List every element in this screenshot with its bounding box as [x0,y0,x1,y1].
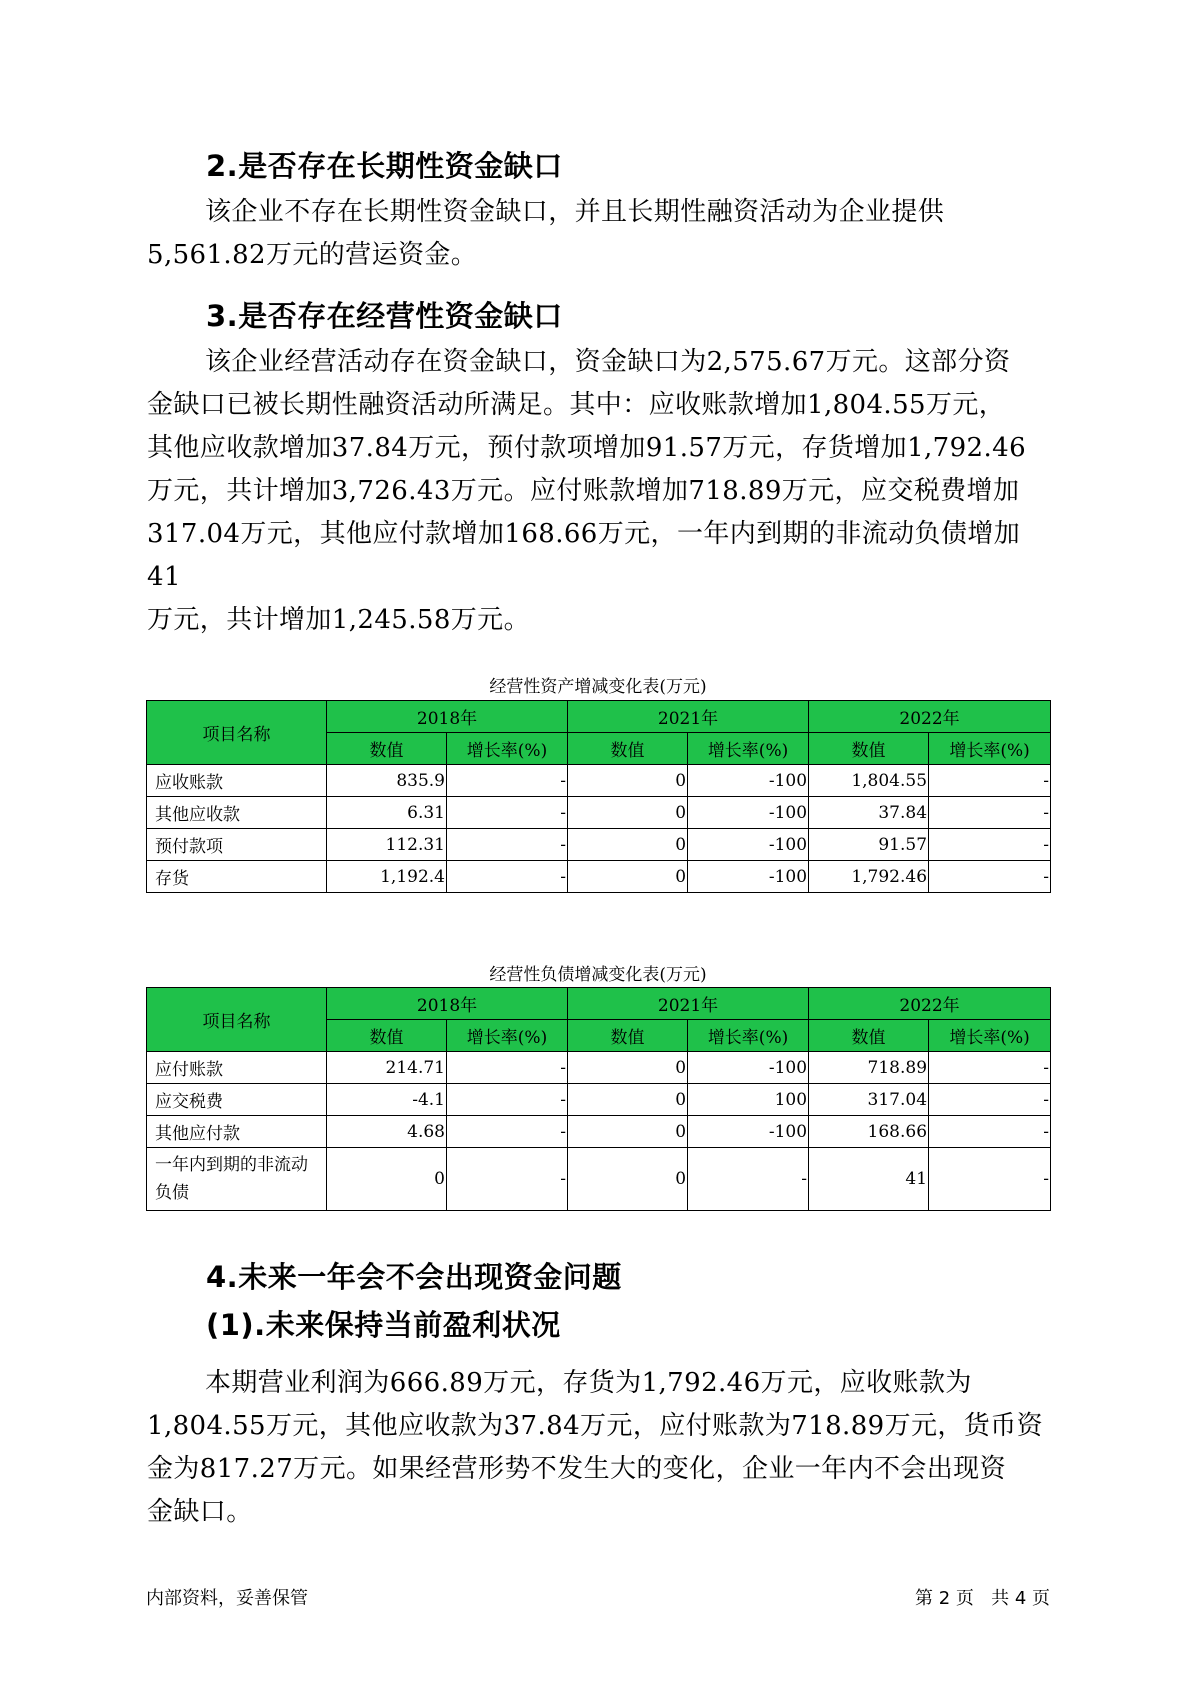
row-name: 存货 [147,861,327,893]
cell: 168.66 [809,1116,929,1148]
cell: 835.9 [327,765,447,797]
section-4-1-heading: (1).未来保持当前盈利状况 [206,1308,561,1342]
cell: 0 [568,861,688,893]
header-growth: 增长率(%) [929,733,1051,765]
para-line: 该企业不存在长期性资金缺口，并且长期性融资活动为企业提供 [205,197,945,227]
cell: 718.89 [809,1052,929,1084]
section-4-1-paragraph [147,1362,1047,1534]
header-year: 2018年 [327,988,568,1020]
cell: 91.57 [809,829,929,861]
cell: - [447,1084,568,1116]
header-value: 数值 [568,1020,688,1052]
cell: 1,192.4 [327,861,447,893]
assets-table [146,700,1051,893]
cell: 6.31 [327,797,447,829]
cell: - [929,829,1051,861]
cell: 0 [568,1052,688,1084]
cell: 100 [688,1084,809,1116]
header-growth: 增长率(%) [688,733,809,765]
header-year: 2021年 [568,701,809,733]
cell: -100 [688,829,809,861]
cell: - [688,1148,809,1211]
para-line: 317.04万元，其他应付款增加168.66万元，一年内到期的非流动负债增加41 [147,519,1021,592]
para-line: 1,804.55万元，其他应收款为37.84万元，应付账款为718.89万元，货币资 [147,1411,1043,1441]
cell: 0 [568,797,688,829]
cell: -100 [688,765,809,797]
header-year: 2022年 [809,988,1051,1020]
para-line: 金缺口已被长期性融资活动所满足。其中：应收账款增加1,804.55万元， [147,390,1006,420]
cell: 1,804.55 [809,765,929,797]
header-value: 数值 [568,733,688,765]
para-line: 金为817.27万元。如果经营形势不发生大的变化，企业一年内不会出现资 [147,1454,1006,1484]
cell: 0 [568,1116,688,1148]
table-row [147,861,1051,893]
cell: 1,792.46 [809,861,929,893]
para-line: 万元，共计增加1,245.58万元。 [147,605,530,635]
cell: - [929,1148,1051,1211]
cell: 317.04 [809,1084,929,1116]
cell: -4.1 [327,1084,447,1116]
header-growth: 增长率(%) [688,1020,809,1052]
header-growth: 增长率(%) [447,1020,568,1052]
table-row [147,765,1051,797]
header-year: 2018年 [327,701,568,733]
para-line: 5,561.82万元的营运资金。 [147,240,478,270]
table-row [147,1084,1051,1116]
header-item-name: 项目名称 [147,988,327,1052]
footer-confidential-note: 内部资料，妥善保管 [146,1588,308,1609]
cell: 0 [568,829,688,861]
cell: 37.84 [809,797,929,829]
header-year: 2022年 [809,701,1051,733]
section-3-paragraph [147,341,1047,642]
cell: 0 [568,1148,688,1211]
cell: - [929,1116,1051,1148]
cell: 4.68 [327,1116,447,1148]
cell: 0 [568,1084,688,1116]
cell: -100 [688,1052,809,1084]
section-3-heading: 3.是否存在经营性资金缺口 [206,299,563,333]
cell: - [447,765,568,797]
cell: 0 [327,1148,447,1211]
header-value: 数值 [327,1020,447,1052]
row-name: 一年内到期的非流动负债 [147,1148,327,1211]
cell: - [447,1052,568,1084]
liabilities-table-caption: 经营性负债增减变化表(万元) [489,965,707,985]
row-name: 应付账款 [147,1052,327,1084]
table-row [147,1148,1051,1211]
row-name: 应收账款 [147,765,327,797]
section-2-heading: 2.是否存在长期性资金缺口 [206,149,563,183]
header-value: 数值 [327,733,447,765]
header-item-name: 项目名称 [147,701,327,765]
cell: - [447,829,568,861]
cell: - [447,1116,568,1148]
table-row [147,1052,1051,1084]
header-growth: 增长率(%) [929,1020,1051,1052]
header-value: 数值 [809,1020,929,1052]
para-line: 本期营业利润为666.89万元，存货为1,792.46万元，应收账款为 [205,1368,972,1398]
cell: 214.71 [327,1052,447,1084]
cell: - [447,861,568,893]
cell: - [929,797,1051,829]
para-line: 其他应收款增加37.84万元，预付款项增加91.57万元，存货增加1,792.46 [147,433,1027,463]
cell: 41 [809,1148,929,1211]
cell: - [929,1052,1051,1084]
header-value: 数值 [809,733,929,765]
cell: - [929,1084,1051,1116]
cell: -100 [688,797,809,829]
row-name: 预付款项 [147,829,327,861]
table-row [147,1116,1051,1148]
cell: 0 [568,765,688,797]
header-growth: 增长率(%) [447,733,568,765]
cell: 112.31 [327,829,447,861]
para-line: 该企业经营活动存在资金缺口，资金缺口为2,575.67万元。这部分资 [205,347,1011,377]
row-name: 其他应付款 [147,1116,327,1148]
section-4-heading: 4.未来一年会不会出现资金问题 [206,1260,622,1294]
liabilities-table [146,987,1051,1211]
cell: -100 [688,861,809,893]
cell: - [929,861,1051,893]
cell: - [929,765,1051,797]
row-name: 应交税费 [147,1084,327,1116]
table-row [147,829,1051,861]
assets-table-caption: 经营性资产增减变化表(万元) [489,677,707,697]
footer-page-number: 第 2 页 共 4 页 [915,1588,1050,1609]
cell: - [447,1148,568,1211]
cell: -100 [688,1116,809,1148]
table-row [147,797,1051,829]
header-year: 2021年 [568,988,809,1020]
para-line: 万元，共计增加3,726.43万元。应付账款增加718.89万元，应交税费增加 [147,476,1020,506]
para-line: 金缺口。 [147,1497,253,1527]
row-name: 其他应收款 [147,797,327,829]
section-2-paragraph [147,191,1047,277]
cell: - [447,797,568,829]
